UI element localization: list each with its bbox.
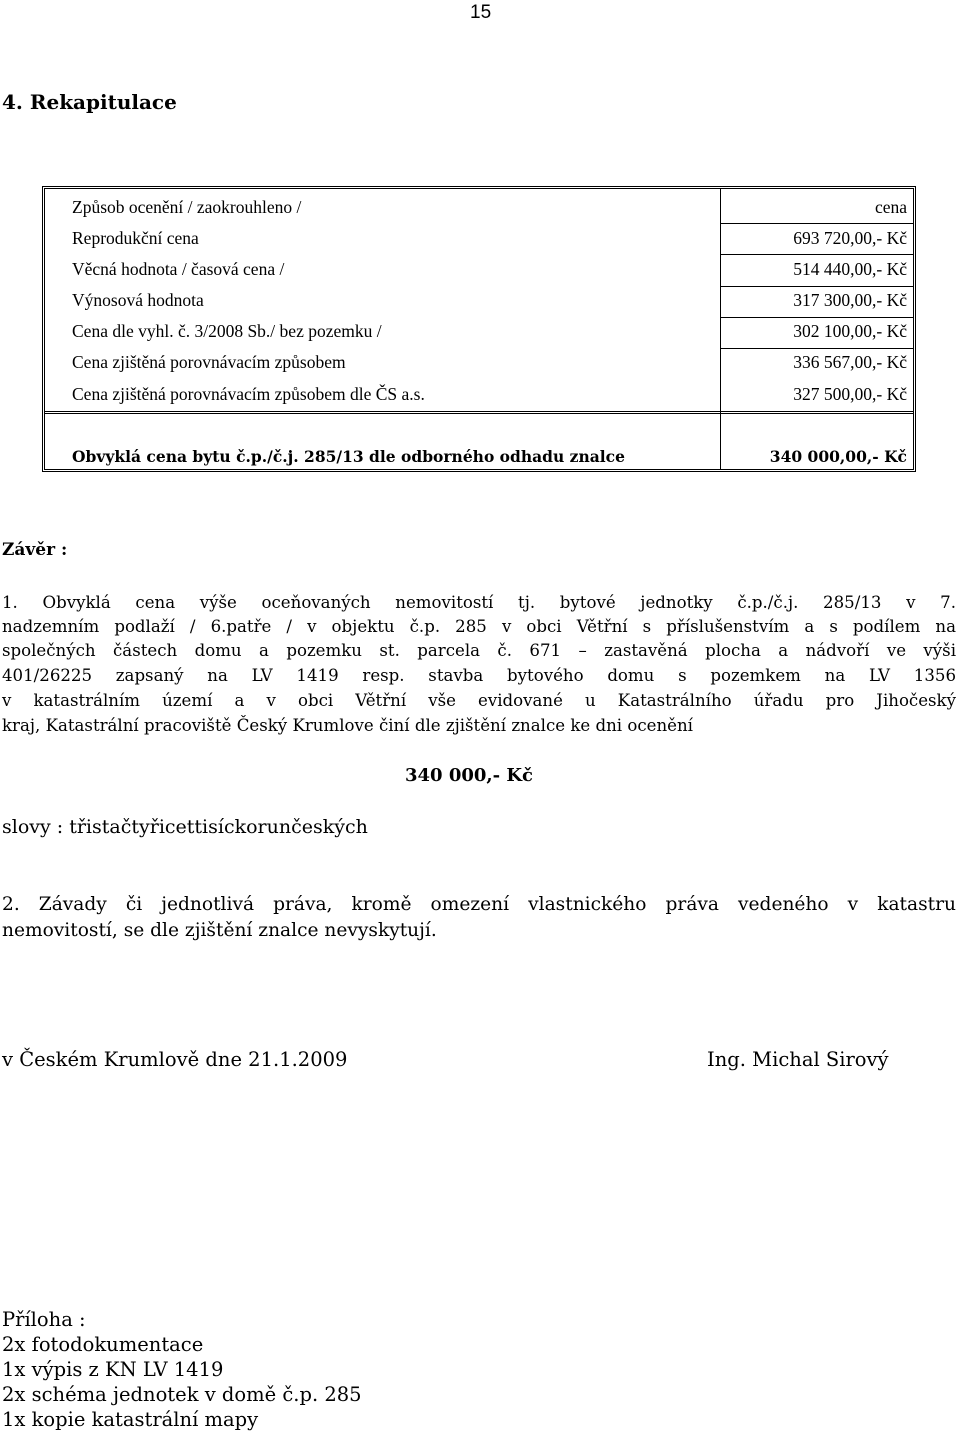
place-date: v Českém Krumlově dne 21.1.2009 (2, 1048, 348, 1071)
conclusion-item1-line: v katastrálním území a v obci Větřní vše evidované u Katastrálního úřadu pro Jihočeský (2, 691, 956, 710)
conclusion-amount: 340 000,- Kč (405, 765, 534, 786)
table-row-divider (721, 317, 913, 318)
table-row-label: Cena dle vyhl. č. 3/2008 Sb./ bez pozemku / (72, 321, 382, 341)
table-row-label: Reprodukční cena (72, 228, 199, 248)
section-heading: 4. Rekapitulace (2, 90, 177, 114)
table-row-value: 336 567,00,- Kč (793, 352, 907, 372)
conclusion-item2-line: nemovitostí, se dle zjištění znalce nevyskytují. (2, 920, 437, 941)
table-row-divider (721, 286, 913, 287)
table-row-value: 302 100,00,- Kč (793, 321, 907, 341)
table-row-label: Cena zjištěná porovnávacím způsobem (72, 352, 346, 372)
table-row-divider (721, 254, 913, 255)
table-row-divider (721, 223, 913, 224)
amount-in-words: slovy : třistačtyřicettisíckorunčeských (2, 816, 368, 838)
table-total-divider (45, 413, 913, 414)
table-column-divider (720, 189, 721, 469)
conclusion-item1-line: kraj, Katastrální pracoviště Český Krumlove činí dle zjištění znalce ke dni ocenění (2, 716, 693, 735)
recap-table (42, 186, 916, 472)
table-total-divider (45, 411, 913, 412)
conclusion-item1-line: nadzemním podlaží / 6.patře / v objektu č.p. 285 v obci Větřní s příslušenstvím a s podílem na (2, 617, 956, 636)
table-row-value: 514 440,00,- Kč (793, 259, 907, 279)
table-header-value: cena (874, 197, 907, 217)
attachment-item: 1x výpis z KN LV 1419 (2, 1358, 224, 1381)
table-row-divider (721, 348, 913, 349)
attachments-title: Příloha : (2, 1308, 86, 1331)
conclusion-item1-line: společných částech domu a pozemku st. parcela č. 671 – zastavěná plocha a nádvoří ve výši (2, 641, 956, 660)
page-number: 15 (470, 2, 492, 23)
table-total-label: Obvyklá cena bytu č.p./č.j. 285/13 dle odborného odhadu znalce (72, 447, 625, 466)
table-header-label: Způsob ocenění / zaokrouhleno / (72, 197, 302, 217)
table-row-value: 327 500,00,- Kč (793, 384, 907, 404)
conclusion-item1-line: 401/26225 zapsaný na LV 1419 resp. stavba bytového domu s pozemkem na LV 1356 (2, 666, 956, 685)
table-row-value: 317 300,00,- Kč (793, 290, 907, 310)
attachment-item: 2x fotodokumentace (2, 1333, 204, 1356)
table-row-label: Věcná hodnota / časová cena / (72, 259, 285, 279)
table-row-label: Výnosová hodnota (72, 290, 204, 310)
attachment-item: 1x kopie katastrální mapy (2, 1408, 259, 1431)
table-row-label: Cena zjištěná porovnávacím způsobem dle ČS a.s. (72, 384, 425, 404)
conclusion-title: Závěr : (2, 540, 68, 560)
table-row-value: 693 720,00,- Kč (793, 228, 907, 248)
attachment-item: 2x schéma jednotek v domě č.p. 285 (2, 1383, 362, 1406)
table-total-value: 340 000,00,- Kč (769, 447, 907, 466)
conclusion-item1-line: 1. Obvyklá cena výše oceňovaných nemovitostí tj. bytové jednotky č.p./č.j. 285/13 v 7. (2, 593, 956, 612)
conclusion-item2-line: 2. Závady či jednotlivá práva, kromě omezení vlastnického práva vedeného v katastru (2, 894, 956, 915)
signature-name: Ing. Michal Sirový (707, 1048, 889, 1071)
